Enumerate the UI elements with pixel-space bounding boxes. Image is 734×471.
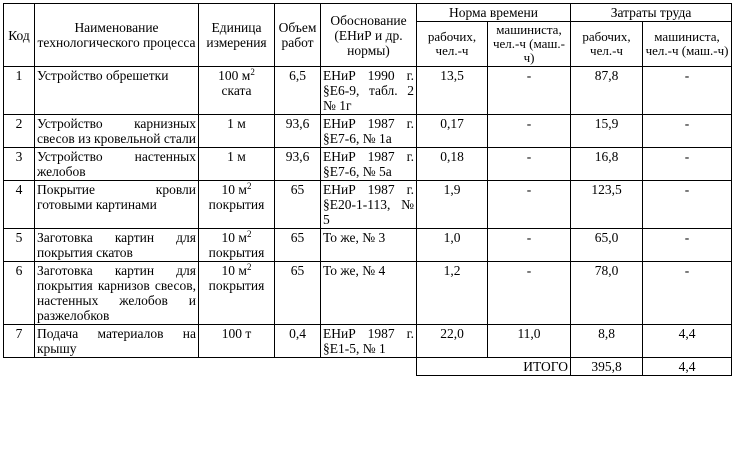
cell-unit (199, 115, 275, 148)
cell-norm-machinist: - (488, 229, 571, 262)
header-norm-workers: рабочих, чел.-ч (417, 22, 488, 67)
unit-sub: покрытия (208, 245, 265, 260)
unit-main: 100 м (218, 68, 251, 83)
labor-costs-table (3, 3, 732, 376)
cell-cost-machinist: - (643, 67, 732, 115)
cell-basis: То же, № 3 (321, 229, 417, 262)
cell-volume: 65 (275, 181, 321, 229)
total-workers: 395,8 (571, 358, 643, 376)
cell-process-name: Заготовка картин для покрытия карнизов свесов, настенных желобов и разжелобков (35, 262, 199, 325)
cell-process-name: Устройство настенных желобов (35, 148, 199, 181)
table-row (4, 148, 732, 181)
cell-cost-workers: 87,8 (571, 67, 643, 115)
cell-cost-machinist: - (643, 262, 732, 325)
cell-norm-machinist: - (488, 181, 571, 229)
cell-norm-workers: 1,2 (417, 262, 488, 325)
cell-cost-machinist: - (643, 229, 732, 262)
cell-norm-workers: 1,0 (417, 229, 488, 262)
table-row (4, 115, 732, 148)
cell-unit (199, 181, 275, 229)
cell-basis: ЕНиР 1987 г. §Е7-6, № 5а (321, 148, 417, 181)
unit-main: 10 м (221, 230, 247, 245)
cell-process-name: Устройство обрешетки (35, 67, 199, 115)
cell-unit (199, 229, 275, 262)
cell-code: 4 (4, 181, 35, 229)
cell-code: 7 (4, 325, 35, 358)
cell-norm-machinist: - (488, 148, 571, 181)
cell-code: 2 (4, 115, 35, 148)
unit-main: 10 м (221, 182, 247, 197)
cell-volume: 93,6 (275, 115, 321, 148)
cell-cost-machinist: - (643, 148, 732, 181)
cell-volume: 0,4 (275, 325, 321, 358)
cell-cost-workers: 123,5 (571, 181, 643, 229)
cell-unit (199, 325, 275, 358)
cell-cost-workers: 8,8 (571, 325, 643, 358)
cell-norm-workers: 22,0 (417, 325, 488, 358)
cell-norm-workers: 0,17 (417, 115, 488, 148)
cell-process-name: Устройство карнизных свесов из кровельной стали (35, 115, 199, 148)
header-volume: Объем работ (275, 4, 321, 67)
cell-norm-machinist: - (488, 67, 571, 115)
cell-cost-workers: 16,8 (571, 148, 643, 181)
total-machinist: 4,4 (643, 358, 732, 376)
unit-superscript: 2 (246, 229, 252, 239)
header-cost-machinist: машиниста, чел.-ч (маш.-ч) (643, 22, 732, 67)
cell-code: 5 (4, 229, 35, 262)
header-code: Код (4, 4, 35, 67)
cell-norm-workers: 0,18 (417, 148, 488, 181)
unit-sub: покрытия (208, 278, 265, 293)
cell-cost-workers: 15,9 (571, 115, 643, 148)
cell-basis: ЕНиР 1990 г. §Е6-9, табл. 2 № 1г (321, 67, 417, 115)
table-row (4, 181, 732, 229)
cell-process-name: Заготовка картин для покрытия скатов (35, 229, 199, 262)
unit-superscript: 2 (250, 67, 255, 77)
total-label: ИТОГО (417, 358, 571, 376)
cell-norm-workers: 13,5 (417, 67, 488, 115)
header-norm-group: Норма времени (417, 4, 571, 22)
header-cost-workers: рабочих, чел.-ч (571, 22, 643, 67)
cell-norm-workers: 1,9 (417, 181, 488, 229)
cell-code: 3 (4, 148, 35, 181)
cell-basis: ЕНиР 1987 г. §Е20-1-113, № 5 (321, 181, 417, 229)
cell-code: 1 (4, 67, 35, 115)
table-row (4, 325, 732, 358)
unit-sub: ската (221, 83, 252, 98)
cell-basis: То же, № 4 (321, 262, 417, 325)
cell-norm-machinist: - (488, 262, 571, 325)
cell-cost-machinist: - (643, 115, 732, 148)
unit-main: 10 м (221, 263, 247, 278)
header-norm-machinist: машиниста, чел.-ч (маш.-ч) (488, 22, 571, 67)
header-process: Наименование технологического процесса (35, 4, 199, 67)
unit-superscript: 2 (246, 181, 252, 191)
unit-superscript: 2 (246, 262, 252, 272)
cell-volume: 65 (275, 262, 321, 325)
table-row (4, 67, 732, 115)
table-row (4, 262, 732, 325)
unit-main: 1 м (227, 116, 246, 131)
cell-unit (199, 262, 275, 325)
header-unit: Единица измерения (199, 4, 275, 67)
cell-basis: ЕНиР 1987 г. §Е1-5, № 1 (321, 325, 417, 358)
cell-process-name: Подача материалов на крышу (35, 325, 199, 358)
cell-unit (199, 67, 275, 115)
cell-basis: ЕНиР 1987 г. §Е7-6, № 1а (321, 115, 417, 148)
cell-cost-machinist: - (643, 181, 732, 229)
cell-process-name: Покрытие кровли готовыми картинами (35, 181, 199, 229)
unit-main: 100 т (221, 326, 252, 341)
unit-sub: покрытия (208, 197, 265, 212)
cell-code: 6 (4, 262, 35, 325)
cell-norm-machinist: - (488, 115, 571, 148)
cell-volume: 65 (275, 229, 321, 262)
header-cost-group: Затраты труда (571, 4, 732, 22)
total-spacer (4, 358, 417, 376)
cell-cost-machinist: 4,4 (643, 325, 732, 358)
cell-volume: 6,5 (275, 67, 321, 115)
unit-main: 1 м (227, 149, 246, 164)
cell-norm-machinist: 11,0 (488, 325, 571, 358)
header-basis: Обоснование (ЕНиР и др. нормы) (321, 4, 417, 67)
cell-volume: 93,6 (275, 148, 321, 181)
table-row (4, 229, 732, 262)
cell-unit (199, 148, 275, 181)
cell-cost-workers: 65,0 (571, 229, 643, 262)
cell-cost-workers: 78,0 (571, 262, 643, 325)
